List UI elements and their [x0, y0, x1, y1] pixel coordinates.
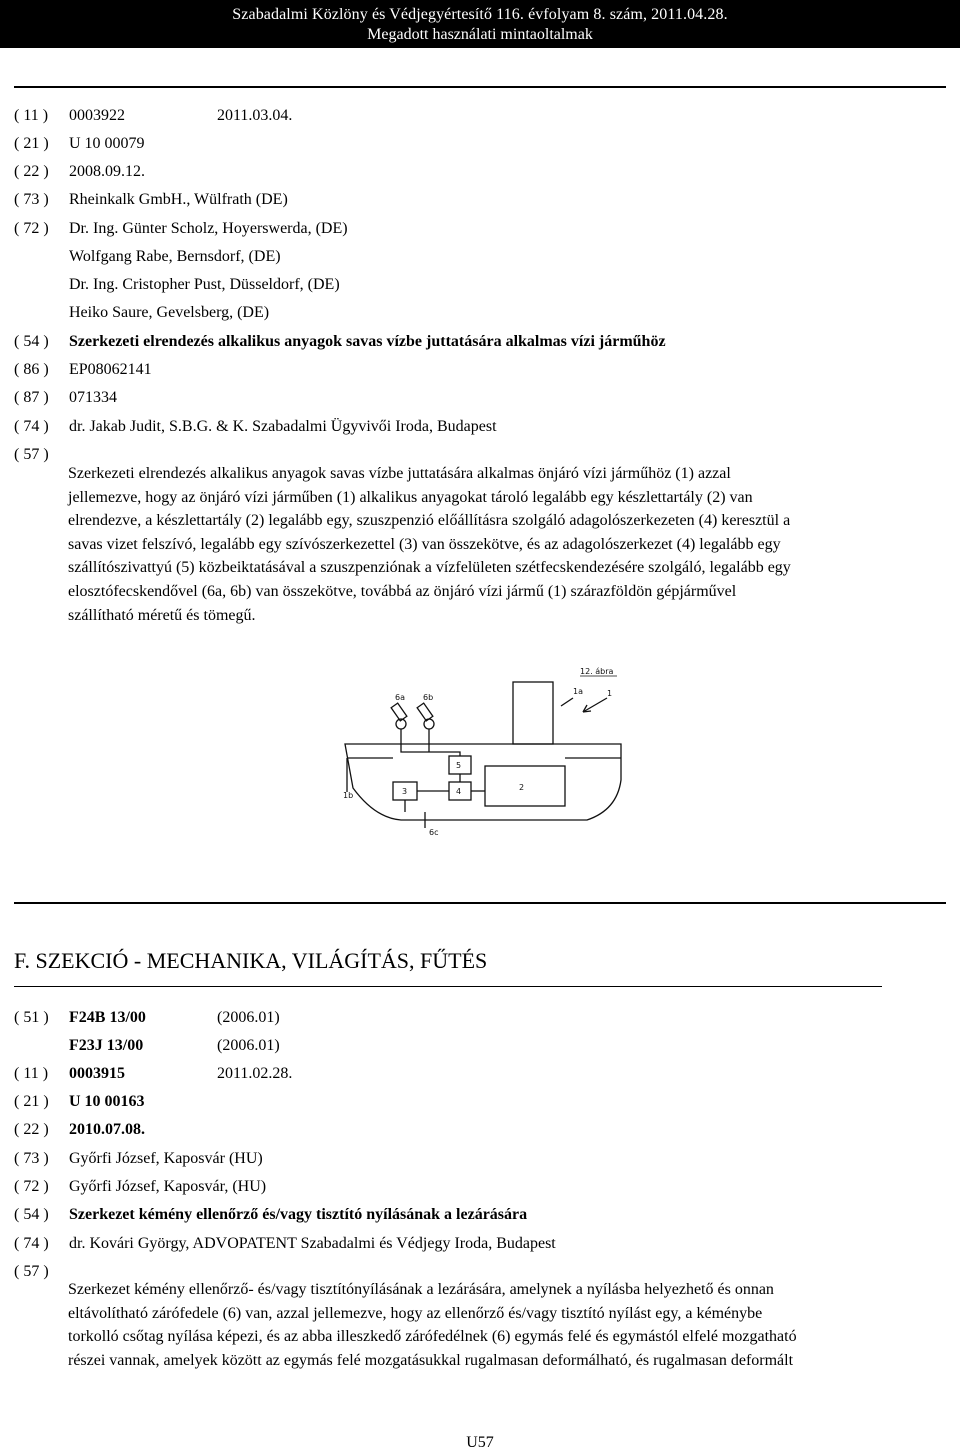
- field-code: ( 21 ): [14, 135, 49, 152]
- field-code: ( 73 ): [14, 1150, 49, 1167]
- registration-number: 0003922: [69, 107, 125, 124]
- abstract-line: részei vannak, amelyek között az egymás felé mozgatásukkal rugalmasan deformálható, és rugalmasan deformált: [68, 1351, 794, 1369]
- abstract-line: savas vizet felszívó, legalább egy szívószerkezettel (3) van összekötve, és az adagolószerkezet (4) legalább egy: [68, 535, 781, 553]
- application-number: U 10 00079: [69, 135, 145, 152]
- field-code: ( 21 ): [14, 1093, 49, 1110]
- patent-drawing: [325, 660, 655, 838]
- classification-version: (2006.01): [217, 1037, 280, 1054]
- inventor: Wolfgang Rabe, Bernsdorf, (DE): [69, 248, 281, 265]
- field-code: ( 74 ): [14, 418, 49, 435]
- invention-title: Szerkezeti elrendezés alkalikus anyagok savas vízbe juttatására alkalmas vízi járműhöz: [69, 333, 666, 350]
- label-2: 2: [519, 783, 525, 792]
- abstract-line: Szerkezeti elrendezés alkalikus anyagok savas vízbe juttatására alkalmas önjáró vízi járműhöz (1) azzal: [68, 465, 731, 482]
- inventor: Győrfi József, Kaposvár, (HU): [69, 1178, 267, 1195]
- abstract-line: elrendezve, a készlettartály (2) legalább egy, szuszpenzió előállításra szolgáló adagolószerkezeten (4) keresztül a: [68, 512, 791, 530]
- abstract-line: elosztófecskendővel (6a, 6b) van összekötve, továbbá az önjáró vízi jármű (1) szárazföldön gépjárművel: [68, 582, 737, 600]
- field-code: ( 11 ): [14, 1065, 49, 1082]
- label-4: 4: [456, 787, 462, 796]
- classification: F23J 13/00: [69, 1037, 144, 1054]
- classification-version: (2006.01): [217, 1009, 280, 1026]
- abstract-text: [68, 462, 898, 627]
- field-code: ( 22 ): [14, 163, 49, 180]
- abstract-line: eltávolítható zárófedele (6) van, azzal jellemezve, hogy az ellenőrző és/vagy tisztító nyílást egy, a kéménybe: [68, 1304, 763, 1322]
- field-code: ( 86 ): [14, 361, 49, 378]
- registration-date: 2011.02.28.: [217, 1065, 293, 1082]
- hull-shape: [345, 744, 621, 820]
- field-code: ( 72 ): [14, 1178, 49, 1195]
- international-publication: 071334: [69, 389, 117, 406]
- field-code: ( 11 ): [14, 107, 49, 124]
- label-5: 5: [456, 761, 462, 770]
- label-1: 1: [607, 689, 613, 698]
- label-6b: 6b: [423, 693, 434, 702]
- field-code: ( 73 ): [14, 191, 49, 208]
- field-code: ( 87 ): [14, 389, 49, 406]
- wheelhouse-shape: [513, 682, 553, 744]
- field-code: ( 22 ): [14, 1121, 49, 1138]
- owner: Győrfi József, Kaposvár (HU): [69, 1150, 263, 1167]
- tank-2-shape: [485, 766, 565, 806]
- section-divider: [14, 902, 946, 904]
- section-title-underline: [14, 986, 882, 987]
- filing-date: 2008.09.12.: [69, 163, 145, 180]
- international-application: EP08062141: [69, 361, 152, 378]
- inventor: Dr. Ing. Cristopher Pust, Düsseldorf, (DE): [69, 276, 340, 293]
- representative: dr. Jakab Judit, S.B.G. & K. Szabadalmi Ügyvivői Iroda, Budapest: [69, 418, 497, 435]
- field-code: ( 57 ): [14, 446, 49, 463]
- journal-title: Szabadalmi Közlöny és Védjegyértesítő 116. évfolyam 8. szám, 2011.04.28.: [232, 6, 728, 23]
- abstract-line: torkolló csőtag nyílása képezi, és az abba illeszkedő zárófedélnek (6) egymás felé és egymástól elfelé mozgatható: [68, 1328, 797, 1346]
- registration-date: 2011.03.04.: [217, 107, 293, 124]
- classification: F24B 13/00: [69, 1009, 146, 1026]
- label-1a: 1a: [573, 687, 583, 696]
- field-code: ( 54 ): [14, 1206, 49, 1223]
- label-1b: 1b: [343, 791, 354, 800]
- abstract-line: jellemezve, hogy az önjáró vízi járműben (1) alkalikus anyagokat tároló legalább egy készlettartály (2) van: [68, 488, 753, 506]
- abstract-line: szállítószivattyú (5) közbeiktatásával a szuszpenziónak a vízfelületen szétfecskendezésére szolgáló, legalább egy: [68, 559, 791, 577]
- abstract-line: szállítható méretű és tömegű.: [68, 606, 256, 624]
- nozzle-6b-shape: [417, 703, 434, 744]
- label-6a: 6a: [395, 693, 405, 702]
- invention-title: Szerkezet kémény ellenőrző és/vagy tisztító nyílásának a lezárására: [69, 1206, 528, 1223]
- inventor: Heiko Saure, Gevelsberg, (DE): [69, 304, 270, 321]
- abstract-text: [68, 1278, 898, 1372]
- nozzle-6a-shape: [391, 703, 407, 744]
- section-title: F. SZEKCIÓ - MECHANIKA, VILÁGÍTÁS, FŰTÉS: [14, 948, 488, 973]
- journal-subtitle: Megadott használati mintaoltalmak: [367, 26, 593, 43]
- application-number: U 10 00163: [69, 1093, 145, 1110]
- label-6c: 6c: [429, 828, 439, 837]
- label-3: 3: [402, 787, 408, 796]
- figure-title: 12. ábra: [580, 667, 614, 676]
- representative: dr. Kovári György, ADVOPATENT Szabadalmi és Védjegy Iroda, Budapest: [69, 1235, 556, 1252]
- field-code: ( 74 ): [14, 1235, 49, 1252]
- field-code: ( 57 ): [14, 1263, 49, 1280]
- journal-header: [0, 0, 960, 48]
- inventor: Dr. Ing. Günter Scholz, Hoyerswerda, (DE): [69, 220, 348, 237]
- pipe: [401, 744, 460, 756]
- page-number: U57: [466, 1434, 494, 1451]
- abstract-line: Szerkezet kémény ellenőrző- és/vagy tisztítónyílásának a lezárására, amelynek a nyílásba helyezhető és onnan: [68, 1281, 774, 1298]
- owner: Rheinkalk GmbH., Wülfrath (DE): [69, 191, 288, 208]
- field-code: ( 54 ): [14, 333, 49, 350]
- top-divider: [14, 86, 946, 88]
- field-code: ( 72 ): [14, 220, 49, 237]
- filing-date: 2010.07.08.: [69, 1121, 145, 1138]
- registration-number: 0003915: [69, 1065, 125, 1082]
- pointer-1a: [561, 698, 573, 706]
- field-code: ( 51 ): [14, 1009, 49, 1026]
